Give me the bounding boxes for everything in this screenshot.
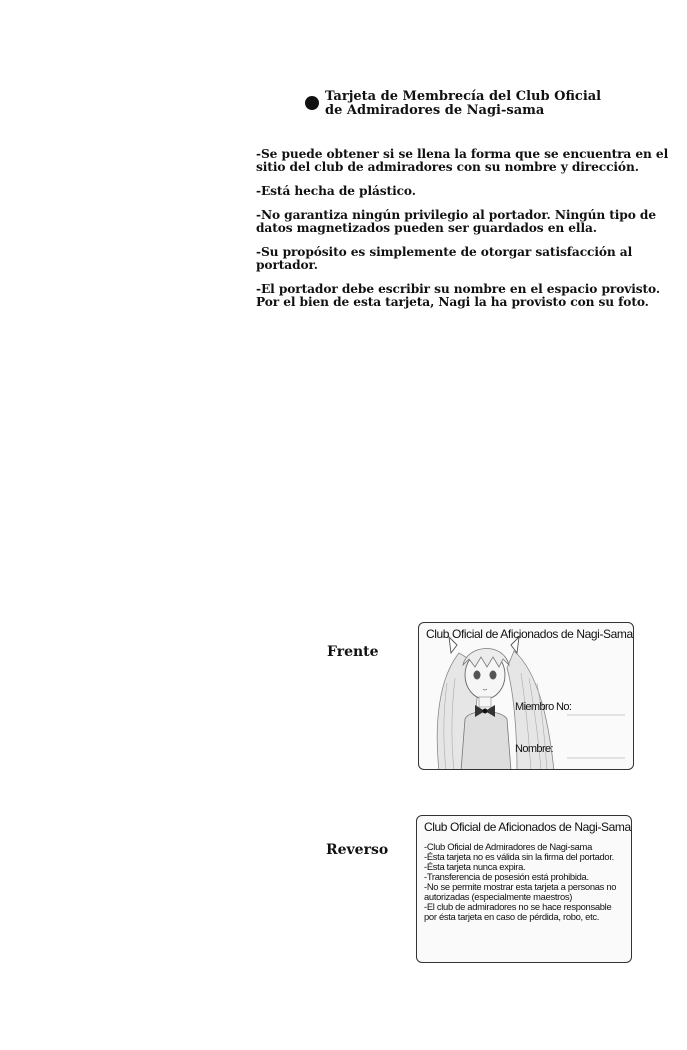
rule-item: -Club Oficial de Admiradores de Nagi-sama bbox=[424, 841, 592, 852]
note-item: -Se puede obtener si se llena la forma que se encuentra en el sitio del club de admiradores con su nombre y dirección. bbox=[256, 147, 669, 174]
page-heading bbox=[305, 90, 605, 118]
back-label: Reverso bbox=[326, 842, 389, 858]
card-front bbox=[418, 622, 634, 770]
bullet-icon bbox=[305, 96, 319, 110]
rule-item: -Ésta tarjeta nunca expira. bbox=[424, 861, 526, 872]
note-item: -Su propósito es simplemente de otorgar satisfacción al portador. bbox=[256, 245, 633, 272]
rule-item: -El club de admiradores no se hace responsable por ésta tarjeta en caso de pérdida, robo, etc. bbox=[424, 901, 612, 922]
note-item: -Está hecha de plástico. bbox=[256, 184, 416, 198]
name-label: Nombre: bbox=[515, 743, 553, 755]
card-back-rules bbox=[424, 842, 624, 922]
card-back bbox=[416, 815, 632, 963]
rule-item: -Ésta tarjeta no es válida sin la firma del portador. bbox=[424, 851, 614, 862]
rule-item: -No se permite mostrar esta tarjeta a personas no autorizadas (especialmente maestros) bbox=[424, 881, 617, 902]
card-back-title: Club Oficial de Aficionados de Nagi-Sama bbox=[424, 820, 631, 834]
note-item: -El portador debe escribir su nombre en el espacio provisto. Por el bien de esta tarjeta, Nagi la ha provisto con su foto. bbox=[256, 282, 660, 309]
front-label: Frente bbox=[327, 644, 379, 660]
member-number-label: Miembro No: bbox=[515, 701, 572, 713]
heading-text: Tarjeta de Membrecía del Club Oficial de Admiradores de Nagi-sama bbox=[325, 89, 602, 118]
note-item: -No garantiza ningún privilegio al portador. Ningún tipo de datos magnetizados pueden ser guardados en ella. bbox=[256, 208, 656, 235]
rule-item: -Transferencia de posesión está prohibida. bbox=[424, 871, 589, 882]
card-notes bbox=[256, 148, 676, 320]
card-front-title: Club Oficial de Aficionados de Nagi-Sama bbox=[426, 627, 633, 641]
